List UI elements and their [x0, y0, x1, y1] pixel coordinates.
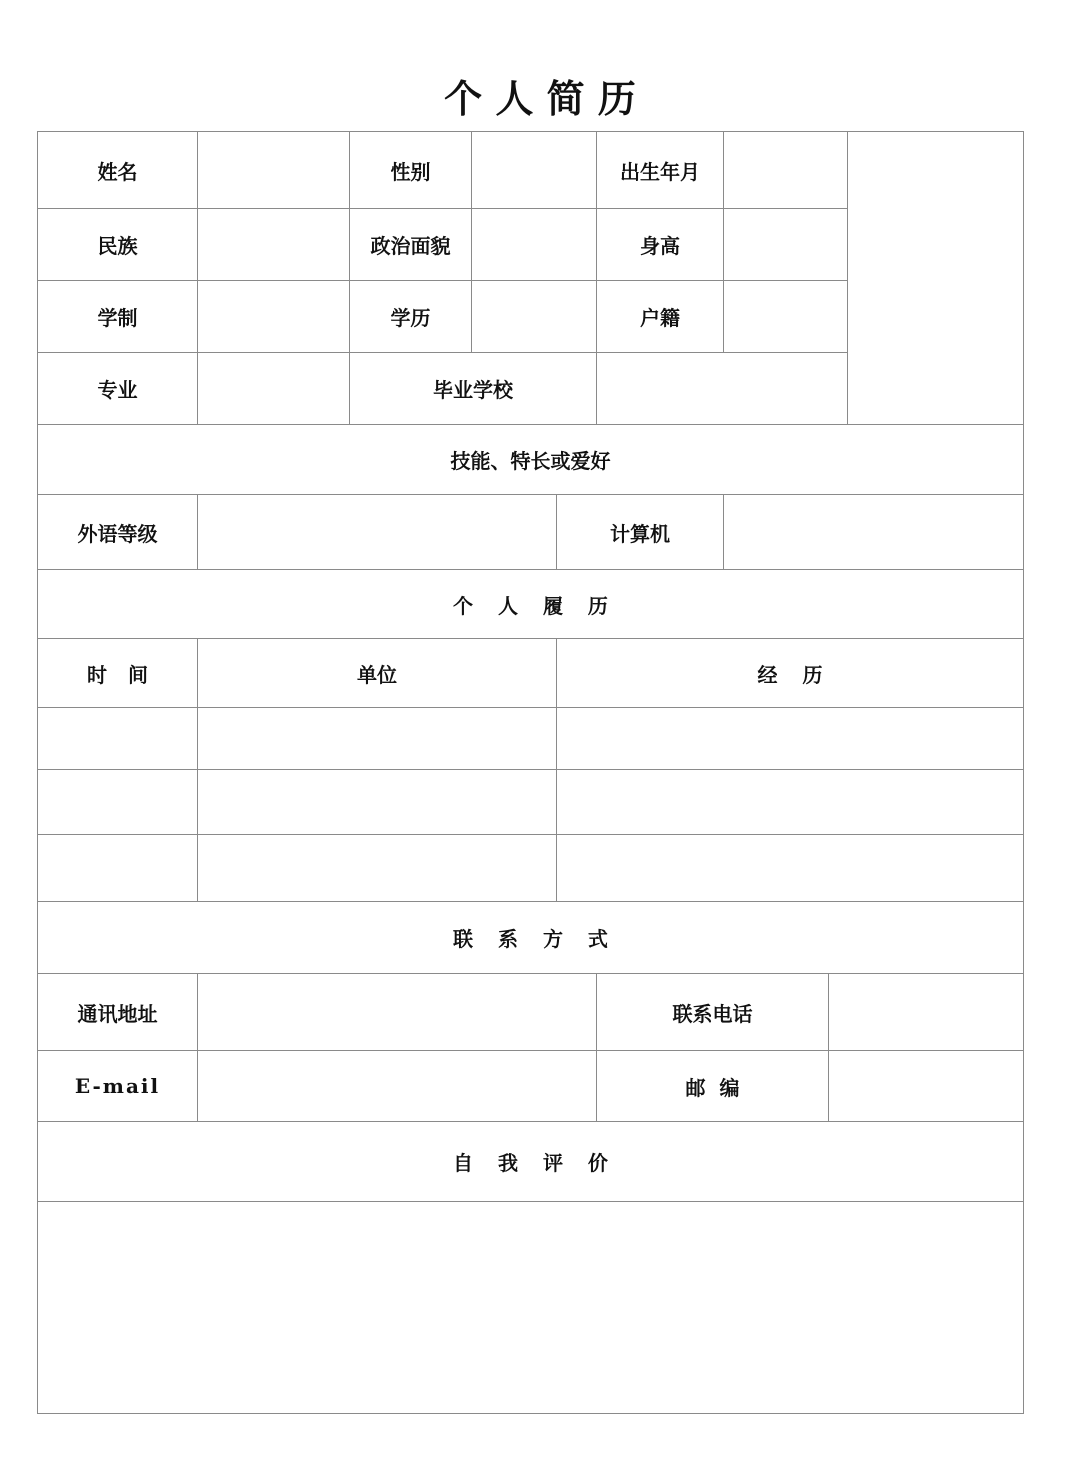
field-address[interactable]: [198, 974, 597, 1051]
cell-experience[interactable]: [557, 835, 1024, 902]
label-height: 身高: [597, 209, 724, 281]
label-gender: 性别: [350, 132, 472, 209]
field-household[interactable]: [724, 281, 848, 353]
field-political[interactable]: [472, 209, 597, 281]
field-education[interactable]: [472, 281, 597, 353]
col-unit: 单位: [198, 639, 557, 708]
page-title: 个 人 简 历: [444, 77, 636, 121]
label-email: E-mail: [38, 1051, 198, 1122]
cell-unit[interactable]: [198, 708, 557, 770]
field-school[interactable]: [597, 353, 848, 425]
table-row: [38, 770, 1024, 835]
field-height[interactable]: [724, 209, 848, 281]
field-name[interactable]: [198, 132, 350, 209]
label-postcode: 邮 编: [597, 1051, 829, 1122]
field-phone[interactable]: [829, 974, 1024, 1051]
table-row: [38, 708, 1024, 770]
field-self-eval[interactable]: [38, 1202, 1024, 1414]
cell-unit[interactable]: [198, 770, 557, 835]
cell-time[interactable]: [38, 770, 198, 835]
field-study-length[interactable]: [198, 281, 350, 353]
field-computer[interactable]: [724, 495, 1024, 570]
photo-box[interactable]: [848, 132, 1024, 425]
resume-table: [37, 131, 1024, 1414]
field-language[interactable]: [198, 495, 557, 570]
label-political: 政治面貌: [350, 209, 472, 281]
label-ethnicity: 民族: [38, 209, 198, 281]
label-language: 外语等级: [38, 495, 198, 570]
field-gender[interactable]: [472, 132, 597, 209]
cell-unit[interactable]: [198, 835, 557, 902]
label-household: 户籍: [597, 281, 724, 353]
label-name: 姓名: [38, 132, 198, 209]
field-birth[interactable]: [724, 132, 848, 209]
cell-time[interactable]: [38, 708, 198, 770]
label-computer: 计算机: [557, 495, 724, 570]
col-time: 时 间: [38, 639, 198, 708]
field-ethnicity[interactable]: [198, 209, 350, 281]
cell-experience[interactable]: [557, 770, 1024, 835]
label-address: 通讯地址: [38, 974, 198, 1051]
section-self-eval: 自 我 评 价: [38, 1122, 1024, 1202]
cell-time[interactable]: [38, 835, 198, 902]
cell-experience[interactable]: [557, 708, 1024, 770]
section-experience: 个 人 履 历: [38, 570, 1024, 639]
field-email[interactable]: [198, 1051, 597, 1122]
section-skills: 技能、特长或爱好: [38, 425, 1024, 495]
label-education: 学历: [350, 281, 472, 353]
label-study-length: 学制: [38, 281, 198, 353]
label-school: 毕业学校: [350, 353, 597, 425]
section-contact: 联 系 方 式: [38, 902, 1024, 974]
col-experience: 经 历: [557, 639, 1024, 708]
field-major[interactable]: [198, 353, 350, 425]
field-postcode[interactable]: [829, 1051, 1024, 1122]
label-phone: 联系电话: [597, 974, 829, 1051]
label-major: 专业: [38, 353, 198, 425]
table-row: [38, 835, 1024, 902]
label-birth: 出生年月: [597, 132, 724, 209]
